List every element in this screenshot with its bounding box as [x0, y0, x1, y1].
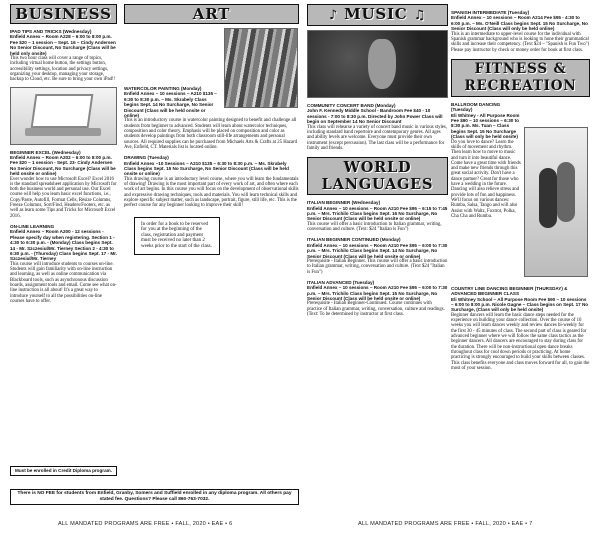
course-title: COUNTRY LINE DANCING BEGINNER (THURSDAY) & ADVANCED BEGINNER CLASS	[451, 285, 568, 297]
music-banner	[307, 4, 448, 26]
spanish-intermediate-course	[451, 10, 590, 53]
dancer-figure	[539, 168, 557, 228]
course-desc: Prerequisite - Italian Beginner. This course will offer a basic introduction to Italian grammar, writing, conversation and culture. (Text $24 "Italian is Fun")	[307, 258, 448, 275]
course-meta: Enfield Annex – 10 sessions – Room A210 Fee $95 – 6:00 to 7:30 p.m. – Mrs. Trichilo Class begins Sept. 14 No Surcharge, No Senior Discount (Class will be held onsite or online)	[307, 242, 448, 259]
concert-band-course	[307, 103, 448, 151]
course-desc: This class will rehearse a variety of concert band music in various styles, including standard band repertoire and contemporary genres. All ages and ability levels are welcome. Everyone must provide their own instrument (except percussion). The last class will be a performance for family and friends.	[307, 124, 447, 151]
music-note-icon: ♫	[413, 8, 427, 23]
course-title: SPANISH INTERMEDIATE	[451, 10, 507, 15]
course-desc: Prerequisite - Italian Beginner-Continued. Course continues with practice of Italian grammar, writing, conversation, culture and readings. (Text: To be determined by instructor at first class.	[307, 301, 445, 318]
course-meta: Enfield Annex – Room A228 – 6:00 to 8:00 p.m. Fee $20 – 1 session – Sept. 16 – Cindy Andersen No Senior Discount, No Surcharge (Class will be held only onsite)	[10, 34, 116, 56]
country-line-dancing-course	[451, 286, 590, 371]
art-column	[124, 4, 299, 486]
instrument-shape	[368, 39, 396, 89]
course-desc: This two hour class will cover a range of topics, including virtual home button, the settings button, accessibility settings, location and privacy settings, organizing your desktop, managing your storage, backup to Cloud, etc. Be sure to bring your own iPad!!	[10, 56, 116, 83]
course-day: (Monday)	[181, 86, 202, 91]
course-desc: This course will offer a basic introduction to Italian grammar, writing, conversation and culture. (Text: $24 "Italian is Fun")	[307, 221, 442, 233]
italian-advanced-course	[307, 280, 448, 318]
course-day: (Monday)	[380, 237, 401, 243]
course-desc: This is an intermediate to upper-level course for the individual with Spanish grammar background who is looking to hone their grammatical skills and increase their competency. (Text $24 – "Spanish is Fun Two") Please pay instructor by check or money order for book at first class.	[451, 31, 590, 53]
laptop-keyboard	[25, 128, 101, 136]
excel-course	[10, 150, 117, 219]
dancers-image	[524, 127, 588, 277]
course-day: (Tuesday)	[147, 155, 169, 161]
course-day: (Wednesday)	[52, 149, 81, 155]
watercolor-course	[124, 28, 220, 118]
book-reservation-note: In order for a book to be reserved for you at the beginning of the class, registration and payment must be received no later than 2 weeks prior to the start of the class.	[134, 217, 220, 255]
course-title: ITALIAN BEGINNER	[307, 200, 351, 206]
business-column	[10, 4, 117, 486]
course-day: (Monday)	[375, 103, 396, 108]
course-title: WATERCOLOR PAINTING	[124, 86, 180, 91]
course-title: IPAD TIPS AND TRICKS	[10, 29, 62, 34]
course-desc: Do you love to dance? Learn the skills of movement and rhythm. Then learn how to move to music and turn it into beautiful dance. Come have a great time with friends and make new friends through this great social activity. Don't have a dance partner? Great for those who have a wedding in the future. Dancing will also relieve stress and provide lots of fun and happiness. We'll focus on various dances: Rumba, Salsa, Tango and will also Assist with Waltz, Foxtrot, Polka, Cha Cha and Rumba.	[451, 139, 521, 219]
course-title: COMMUNITY CONCERT BAND	[307, 103, 374, 108]
course-meta: Enfield Annex – 10 sessions – Room A214 Fee $95 - 4:30 to 6:00 p.m. – Ms. O'Neill Class begins Sept. 15 No Surcharge, No Senior Discount (Class will only be held online)	[451, 15, 588, 32]
music-note-icon: ♪	[328, 8, 339, 23]
art-banner: ART	[124, 4, 299, 24]
course-desc: This course will introduce students to courses on-line. Students will gain familiarity with on-line instruction and learning, as well as online communication via Blackboard tools, such as asynchronous discussion boards, assignment tools and email. Come see what on-line instruction is all about! It's a great way to introduce yourself to all the possibilities on-line courses have to offer.	[10, 261, 117, 304]
course-title: BALLROOM DANCING	[451, 101, 501, 107]
course-desc: This is an introductory course in watercolor painting designed to benefit and challenge all students from beginner to advanced. Students will learn about watercolor techniques, composition and color theory. Emphasis will be placed on composition and color as students develop paintings from both classroom still-life arrangements and personal sources. All required supplies can be purchased from Michaels Arts & Crafts at 25 Hazard Ave, Enfield, CT. Materials list is located online.	[124, 118, 298, 150]
italian-continued-course	[307, 237, 448, 275]
concert-band-image	[307, 30, 448, 98]
course-day: (Tuesday)	[451, 107, 473, 113]
course-meta: Enfield Annex –10 Sessions – A210 $135 – 6:30 to 8:30 p.m. – Ms. Skrabely Class begins Sept. 15 No Surcharge, No Senior Discount (Class will be held onsite or online)	[124, 160, 289, 177]
laptop-image	[10, 87, 117, 145]
online-learning-course	[10, 224, 117, 304]
laptop-screen	[31, 94, 94, 128]
world-languages-banner: WORLD LANGUAGES	[307, 157, 448, 195]
course-title: BEGINNER EXCEL	[10, 149, 51, 155]
no-fee-footnote: There is NO FEE for students from Enfield, Granby, Somers and Suffield enrolled in any diploma program. All others pay stated fee. Questions? Please call 860-763-7032.	[10, 489, 299, 505]
course-meta: Enfield Annex – 10 sessions – Room A210 Fee $95 – 6:00 to 7:30 p.m. – Mrs. Trichilo Class begins Sept. 15 No Surcharge, No Senior Discount (Class will be held onsite or online)	[307, 285, 448, 302]
course-day: (Wednesday)	[351, 200, 381, 206]
course-day: (Wednesday)	[62, 29, 92, 34]
course-desc: Beginner dancers will learn the basic dance steps needed for the experience on building your dance collection. Over the course of 10 weeks you will learn dances weekly and review dances bi-weekly for the first 30 - 45 minutes of class. The second part of class is geared for advanced beginner where we will follow the same class tactics as the beginner dancers. All dancers are encouraged to stay during class for the duration. There will be non-instructional open dance breaks throughout class for cool down periods or practicing. At home practicing is strongly encouraged to build your skills between classes. This class benefits everyone and class moves forward for all, to gain the most of your session.	[451, 312, 590, 371]
course-day: (Tuesday)	[507, 10, 530, 15]
drawing-course	[124, 155, 299, 208]
must-enroll-note: Must be enrolled in Credit Diploma program.	[10, 466, 117, 476]
course-day: (Tuesday)	[352, 279, 375, 285]
course-meta: John F. Kennedy Middle School - Bandroom Fee $40 - 10 sessions - 7:00 to 8:30 p.m. Directed by John Power Class will begin on September 14 No Senior Discount	[307, 108, 443, 125]
course-title: ON-LINE LEARNING	[10, 223, 55, 229]
course-title: ITALIAN BEGINNER CONTINUED	[307, 237, 379, 243]
course-meta: Eli Whitney School – All Purpose Room Fee $90 – 10 sessions – 6:00 to 8:00 p.m. Nicole Gagne – Class begins on Sept. 17 No Surcharge, (Class will only be held onsite)	[451, 296, 589, 313]
course-meta: Enfield Annex – 10 sessions – A210 $135 – 6:30 to 8:30 p.m. – Ms. Skrabely Class begins Sept. 14 No Surcharge, No Senior Discount (Class will be held onsite or online)	[124, 91, 217, 119]
business-banner: BUSINESS	[10, 4, 117, 24]
fitness-banner: FITNESS & RECREATION	[451, 59, 590, 97]
course-meta: Enfield Annex – 10 sessions – Room A210 Fee $95 – 6:15 to 7:45 p.m. – Mrs. Trichilo Class begins Sept. 16 No Surcharge, No Senior Discount (Class will be held onsite or online)	[307, 205, 448, 222]
spanish-fitness-column	[451, 4, 590, 486]
paint-brushes-image	[224, 28, 298, 108]
course-meta: Enfield Annex – Room A202 – 6:00 to 8:00 p.m. Fee $20 – 1 session - Sept. 23- Cindy Andersen No Senior Discount, No Surcharge (Class will be held onsite or online)	[10, 154, 116, 177]
dancer-figure	[557, 162, 575, 222]
watercolor-row	[124, 28, 299, 118]
footer-right: ALL MANDATED PROGRAMS ARE FREE • FALL, 2020 • EAE • 7	[358, 521, 533, 527]
ballroom-row	[451, 97, 590, 281]
footer-left: ALL MANDATED PROGRAMS ARE FREE • FALL, 2020 • EAE • 6	[58, 521, 233, 527]
music-banner-text: MUSIC	[344, 5, 408, 23]
course-title: ITALIAN ADVANCED	[307, 279, 352, 285]
ballroom-course	[451, 102, 521, 281]
course-meta: Enfield Annex – Room A200 - 12 sessions - Please specify day when registering. Section 1 - 4:30 to 6:30 p.m. - (Monday) Class begins Sept. 14 - Mr. Szczesiul/Mr. Tierney Section 2 - 4:30 to 6:30 p.m. - (Thursday) Class begins Sept. 17 - Mr. Szczesiul/Mr. Tierney	[10, 229, 117, 262]
ipad-course	[10, 29, 117, 83]
music-languages-column	[307, 4, 448, 486]
course-desc: This drawing course is an introductory level course, where you will learn the fundamentals of drawing! Drawing is the most important part of every work of art, and often where each work of art begins. In this course you will focus on the development of observational skills and expressive drawing techniques, tools and materials. You will learn technical skills and explore specific subject matter, such as landscape, portrait, figure, still life, etc. This is the perfect course for any beginner looking to improve their skill!	[124, 176, 299, 209]
course-meta: Eli Whitney - All Purpose Room Fee $90 – 10 sessions – 6:30 to 8:30 p.m. Ms. Tuan – Class begins Sept. 15 No Surcharge (Class will only be held onsite)	[451, 112, 520, 140]
italian-beginner-course	[307, 200, 448, 232]
course-title: DRAWING	[124, 155, 147, 161]
course-desc: Ever wonder how to use Microsoft Excel? Excel 2016 is the standard spreadsheet application by Microsoft for both the business world and personal use. Our Excel course will help you learn basic excel functions, i.e., Copy/Paste, Autofill, Format Cells, Resize Columns, Freeze Columns, Sort/Find, Headers/Footers, etc. as well as learn some Tips and Tricks for Microsoft Excel 2016.	[10, 176, 117, 219]
